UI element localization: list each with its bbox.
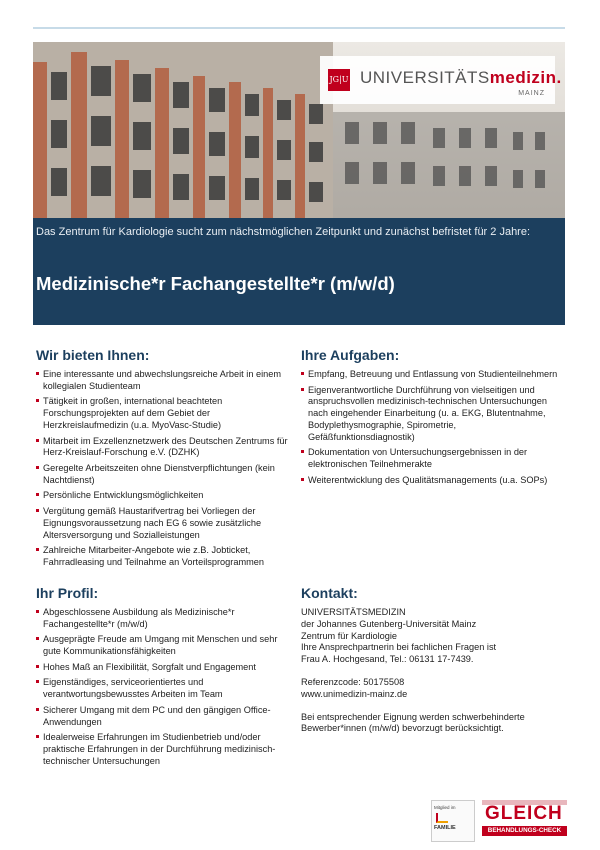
hero-image [33, 42, 565, 218]
bullet-icon [36, 509, 39, 512]
tasks-item-text: Weiterentwicklung des Qualitätsmanagements (u.a. SOPs) [308, 474, 548, 485]
job-title: Medizinische*r Fachangestellte*r (m/w/d) [36, 273, 395, 294]
logo-wordmark: UNIVERSITÄTSmedizin. [360, 68, 562, 87]
profile-item [36, 634, 292, 658]
top-rule [33, 27, 565, 29]
bullet-icon [301, 372, 304, 375]
tasks-list [301, 369, 563, 487]
offer-section [36, 347, 288, 573]
offer-list [36, 369, 288, 569]
bullet-icon [301, 450, 304, 453]
profile-heading: Ihr Profil: [36, 585, 99, 601]
banner-intro: Das Zentrum für Kardiologie sucht zum nächstmöglichen Zeitpunkt und zunächst befristet für 2 Jahre: [36, 226, 531, 238]
offer-item [36, 396, 288, 431]
profile-list [36, 607, 292, 768]
profile-item [36, 705, 292, 729]
bullet-icon [36, 399, 39, 402]
profile-item-text: Abgeschlossene Ausbildung als Medizinische*r Fachangestellte*r (m/w/d) [43, 607, 235, 629]
profile-item-text: Sicherer Umgang mit dem PC und den gängigen Office- Anwendungen [43, 704, 271, 727]
profile-item-text: Idealerweise Erfahrungen im Studienbetrieb und/oder praktische Erfahrungen in der Durchführung medizinisch-technischer Untersuchungen [43, 732, 276, 766]
bullet-icon [36, 735, 39, 738]
tasks-item-text: Empfang, Betreuung und Entlassung von Studienteilnehmern [308, 369, 558, 379]
tasks-item [301, 475, 563, 487]
offer-item [36, 369, 288, 393]
contact-reference: Referenzcode: 50175508 www.unimedizin-mainz.de [301, 676, 408, 699]
contact-heading: Kontakt: [301, 585, 358, 601]
offer-item-text: Geregelte Arbeitszeiten ohne Dienstverpflichtungen (kein Nachtdienst) [43, 462, 275, 485]
bullet-icon [36, 466, 39, 469]
title-banner [33, 218, 565, 325]
offer-item-text: Tätigkeit in großen, international beachteten Forschungsprojekten auf dem Gebiet der Herzkreislaufmedizin (u.a. MyoVasc-Studie) [43, 396, 223, 430]
profile-item [36, 677, 292, 701]
profile-item-text: Hohes Maß an Flexibilität, Sorgfalt und Engagement [43, 661, 256, 672]
profile-item-text: Eigenständiges, serviceorientiertes und verantwortungsbewusstes Arbeiten im Team [43, 677, 223, 700]
jgu-logo-mark: JG|U [328, 69, 350, 91]
bullet-icon [36, 708, 39, 711]
bullet-icon [36, 493, 39, 496]
family-member-badge: Mitglied im FAMILIE [431, 800, 475, 842]
offer-item [36, 490, 288, 502]
disability-note: Bei entsprechender Eignung werden schwerbehinderte Bewerber*innen (m/w/d) bevorzugt berücksichtigt. [301, 711, 525, 734]
bullet-icon [301, 388, 304, 391]
offer-heading: Wir bieten Ihnen: [36, 347, 150, 363]
bullet-icon [36, 372, 39, 375]
offer-item [36, 545, 288, 569]
university-logo [320, 56, 562, 104]
profile-item [36, 607, 292, 631]
bullet-icon [36, 680, 39, 683]
bullet-icon [36, 548, 39, 551]
bullet-icon [36, 637, 39, 640]
tasks-item-text: Dokumentation von Untersuchungsergebnissen in der elektronischen Teilnehmerakte [308, 447, 528, 470]
bullet-icon [36, 439, 39, 442]
gleichbehandlung-badge: GLEICH BEHANDLUNGS-CHECK [482, 800, 567, 840]
profile-item-text: Ausgeprägte Freude am Umgang mit Menschen und sehr gute Kommunikationsfähigkeiten [43, 634, 278, 657]
contact-section [301, 585, 563, 735]
logo-subtitle: MAINZ [518, 90, 545, 97]
contact-address: UNIVERSITÄTSMEDIZIN der Johannes Gutenberg-Universität Mainz Zentrum für Kardiologie Ihre Ansprechpartnerin bei fachlichen Fragen ist Frau A. Hochgesand, Tel.: 06131 17-7439. [301, 607, 497, 665]
profile-item [36, 662, 292, 674]
tasks-item [301, 447, 563, 471]
offer-item [36, 463, 288, 487]
bullet-icon [36, 610, 39, 613]
tasks-item [301, 385, 563, 444]
offer-item-text: Vergütung gemäß Haustarifvertrag bei Vorliegen der Eignungsvoraussetzung nach EG 6 sowie zusätzliche Altersversorgung und Sozialleistungen [43, 505, 262, 540]
bullet-icon [36, 665, 39, 668]
tasks-item [301, 369, 563, 381]
offer-item [36, 506, 288, 541]
tasks-item-text: Eigenverantwortliche Durchführung von vielseitigen und anspruchsvollen medizinisch-technischen Untersuchungen nach eingehender Einarbeitung (u. a. EKG, Blutentnahme, Bodyplethysmographie, Spirometrie, Gefäßfunktionsdiagnostik) [308, 384, 548, 442]
offer-item-text: Zahlreiche Mitarbeiter-Angebote wie z.B. Jobticket, Fahrradleasing und Teilnahme an Vorteilsprogrammen [43, 545, 264, 567]
family-badge-icon [436, 813, 448, 823]
bullet-icon [301, 478, 304, 481]
tasks-heading: Ihre Aufgaben: [301, 347, 400, 363]
offer-item [36, 436, 288, 460]
profile-section [36, 585, 292, 771]
offer-item-text: Persönliche Entwicklungsmöglichkeiten [43, 490, 204, 501]
tasks-section [301, 347, 563, 490]
profile-item [36, 732, 292, 767]
offer-item-text: Eine interessante und abwechslungsreiche Arbeit in einem kollegialen Studienteam [43, 369, 281, 391]
offer-item-text: Mitarbeit im Exzellenznetzwerk des Deutschen Zentrums für Herz-Kreislauf-Forschung e.V. (DZHK) [43, 435, 288, 458]
